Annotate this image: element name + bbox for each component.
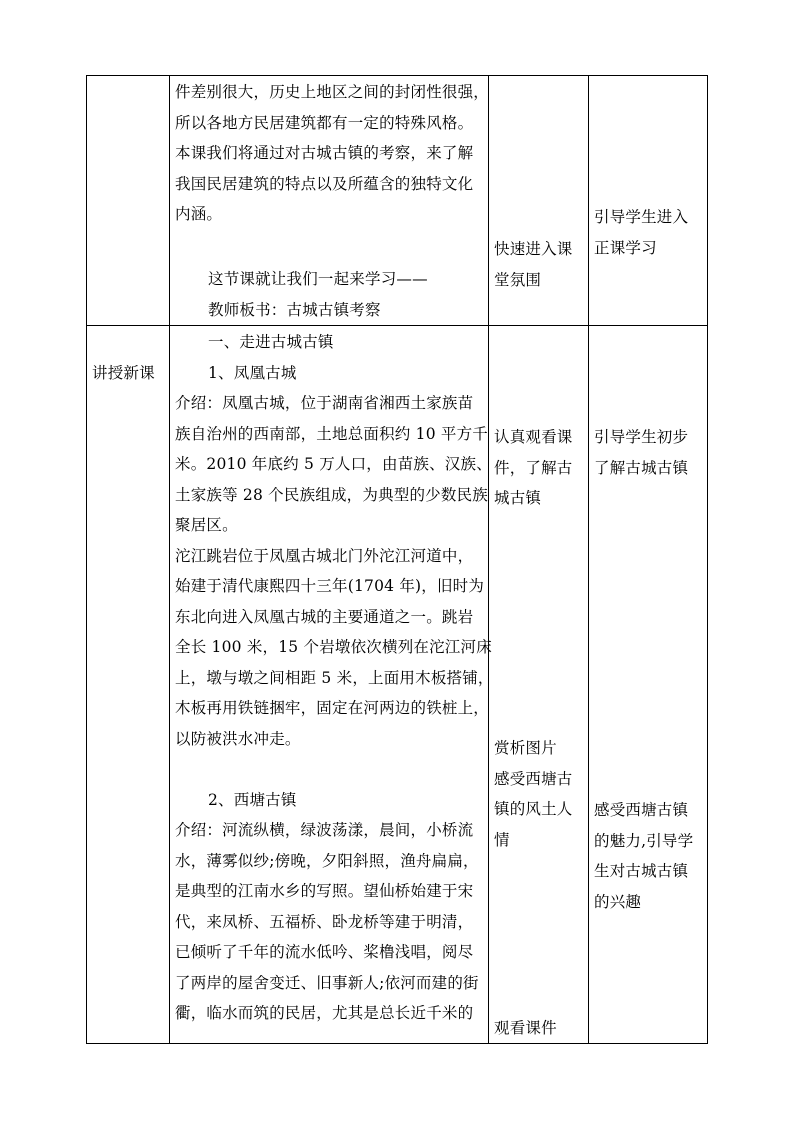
- text-line: 聚居区。: [175, 516, 238, 534]
- text-line: 衢，临水而筑的民居，尤其是总长近千米的: [175, 1004, 474, 1022]
- text-line: 本课我们将通过对古城古镇的考察，来了解: [175, 144, 474, 162]
- text-line: 内涵。: [175, 205, 223, 223]
- row2-stage-label: [92, 358, 155, 389]
- text-line: 的兴趣: [594, 892, 642, 911]
- table-right-border: [707, 75, 708, 1044]
- text-line: 引导学生初步: [594, 428, 689, 446]
- text-line: 介绍：河流纵横，绿波荡漾，晨间，小桥流: [175, 821, 474, 839]
- text-line: 观看课件: [494, 1019, 557, 1037]
- text-line: 正课学习: [594, 238, 657, 257]
- text-line: 堂氛围: [494, 270, 542, 289]
- text-line: 沱江跳岩位于凤凰古城北门外沱江河道中，: [175, 546, 474, 565]
- text-line: 我国民居建筑的特点以及所蕴含的独特文化: [175, 174, 474, 193]
- text-line: 所以各地方民居建筑都有一定的特殊风格。: [175, 113, 474, 132]
- table-left-border: [86, 75, 87, 1044]
- text-line: 城古镇: [494, 489, 542, 507]
- text-line: 引导学生进入: [594, 208, 689, 226]
- text-line: 米。2010 年底约 5 万人口，由苗族、汉族、: [175, 455, 492, 473]
- row2-student-activity-b: [494, 733, 573, 855]
- row1-design-intent: [594, 202, 688, 263]
- row1-content-tail: [175, 264, 428, 325]
- section-heading: 一、走进古城古镇: [208, 333, 334, 351]
- column-divider-3: [588, 75, 589, 1044]
- text-line: 上，墩与墩之间相距 5 米，上面用木板搭铺，: [175, 668, 494, 687]
- table-top-border: [86, 75, 708, 76]
- text-line: 已倾听了千年的流水低吟、桨橹浅唱，阅尽: [175, 943, 474, 961]
- text-line: 的魅力,引导学: [594, 831, 694, 850]
- row1-student-activity: [494, 234, 573, 295]
- text-line: 赏析图片: [494, 739, 557, 757]
- text-line: 这节课就让我们一起来学习——: [208, 270, 428, 288]
- text-line: 快速进入课: [494, 240, 573, 258]
- text-line: 了两岸的屋舍变迁、旧事新人;依河而建的街: [175, 973, 479, 992]
- text-line: 件，了解古: [494, 458, 573, 477]
- row2-content: [175, 327, 494, 1029]
- stage-title: 讲授新课: [92, 364, 155, 382]
- text-line: 生对古城古镇: [594, 862, 689, 880]
- text-line: 始建于清代康熙四十三年(1704 年)，旧时为: [175, 577, 485, 595]
- subsection-heading: 2、西塘古镇: [208, 790, 297, 809]
- subsection-heading: 1、凤凰古城: [208, 363, 297, 382]
- text-line: 水，薄雾似纱;傍晚，夕阳斜照，渔舟扁扁，: [175, 851, 479, 870]
- text-line: 认真观看课: [494, 428, 573, 446]
- text-line: 感受西塘古镇: [594, 801, 689, 819]
- row1-content: [175, 77, 489, 230]
- text-line: 以防被洪水冲走。: [175, 729, 301, 748]
- row2-student-activity-a: [494, 422, 573, 514]
- text-line: 镇的风土人: [494, 800, 573, 818]
- table-bottom-border: [86, 1043, 708, 1044]
- column-divider-1: [169, 75, 170, 1044]
- text-line: 全长 100 米，15 个岩墩依次横列在沱江河床: [175, 638, 492, 656]
- text-line: 教师板书：古城古镇考察: [208, 300, 381, 319]
- text-line: 介绍：凤凰古城，位于湖南省湘西土家族苗: [175, 394, 474, 412]
- text-line: 情: [494, 830, 510, 849]
- text-line: 是典型的江南水乡的写照。望仙桥始建于宋: [175, 882, 474, 900]
- row2-student-activity-c: [494, 1013, 557, 1044]
- row2-design-intent-b: [594, 795, 693, 917]
- text-line: 代，来凤桥、五福桥、卧龙桥等建于明清，: [175, 912, 474, 931]
- row-divider: [86, 325, 708, 326]
- text-line: 了解古城古镇: [594, 458, 689, 477]
- text-line: 件差别很大，历史上地区之间的封闭性很强，: [175, 83, 490, 101]
- row2-design-intent-a: [594, 422, 688, 483]
- text-line: 感受西塘古: [494, 769, 573, 788]
- text-line: 木板再用铁链捆牢，固定在河两边的铁桩上，: [175, 699, 490, 717]
- text-line: 土家族等 28 个民族组成，为典型的少数民族: [175, 485, 488, 504]
- text-line: 族自治州的西南部，土地总面积约 10 平方千: [175, 424, 488, 443]
- blank-line: [175, 754, 494, 785]
- text-line: 东北向进入凤凰古城的主要通道之一。跳岩: [175, 607, 474, 626]
